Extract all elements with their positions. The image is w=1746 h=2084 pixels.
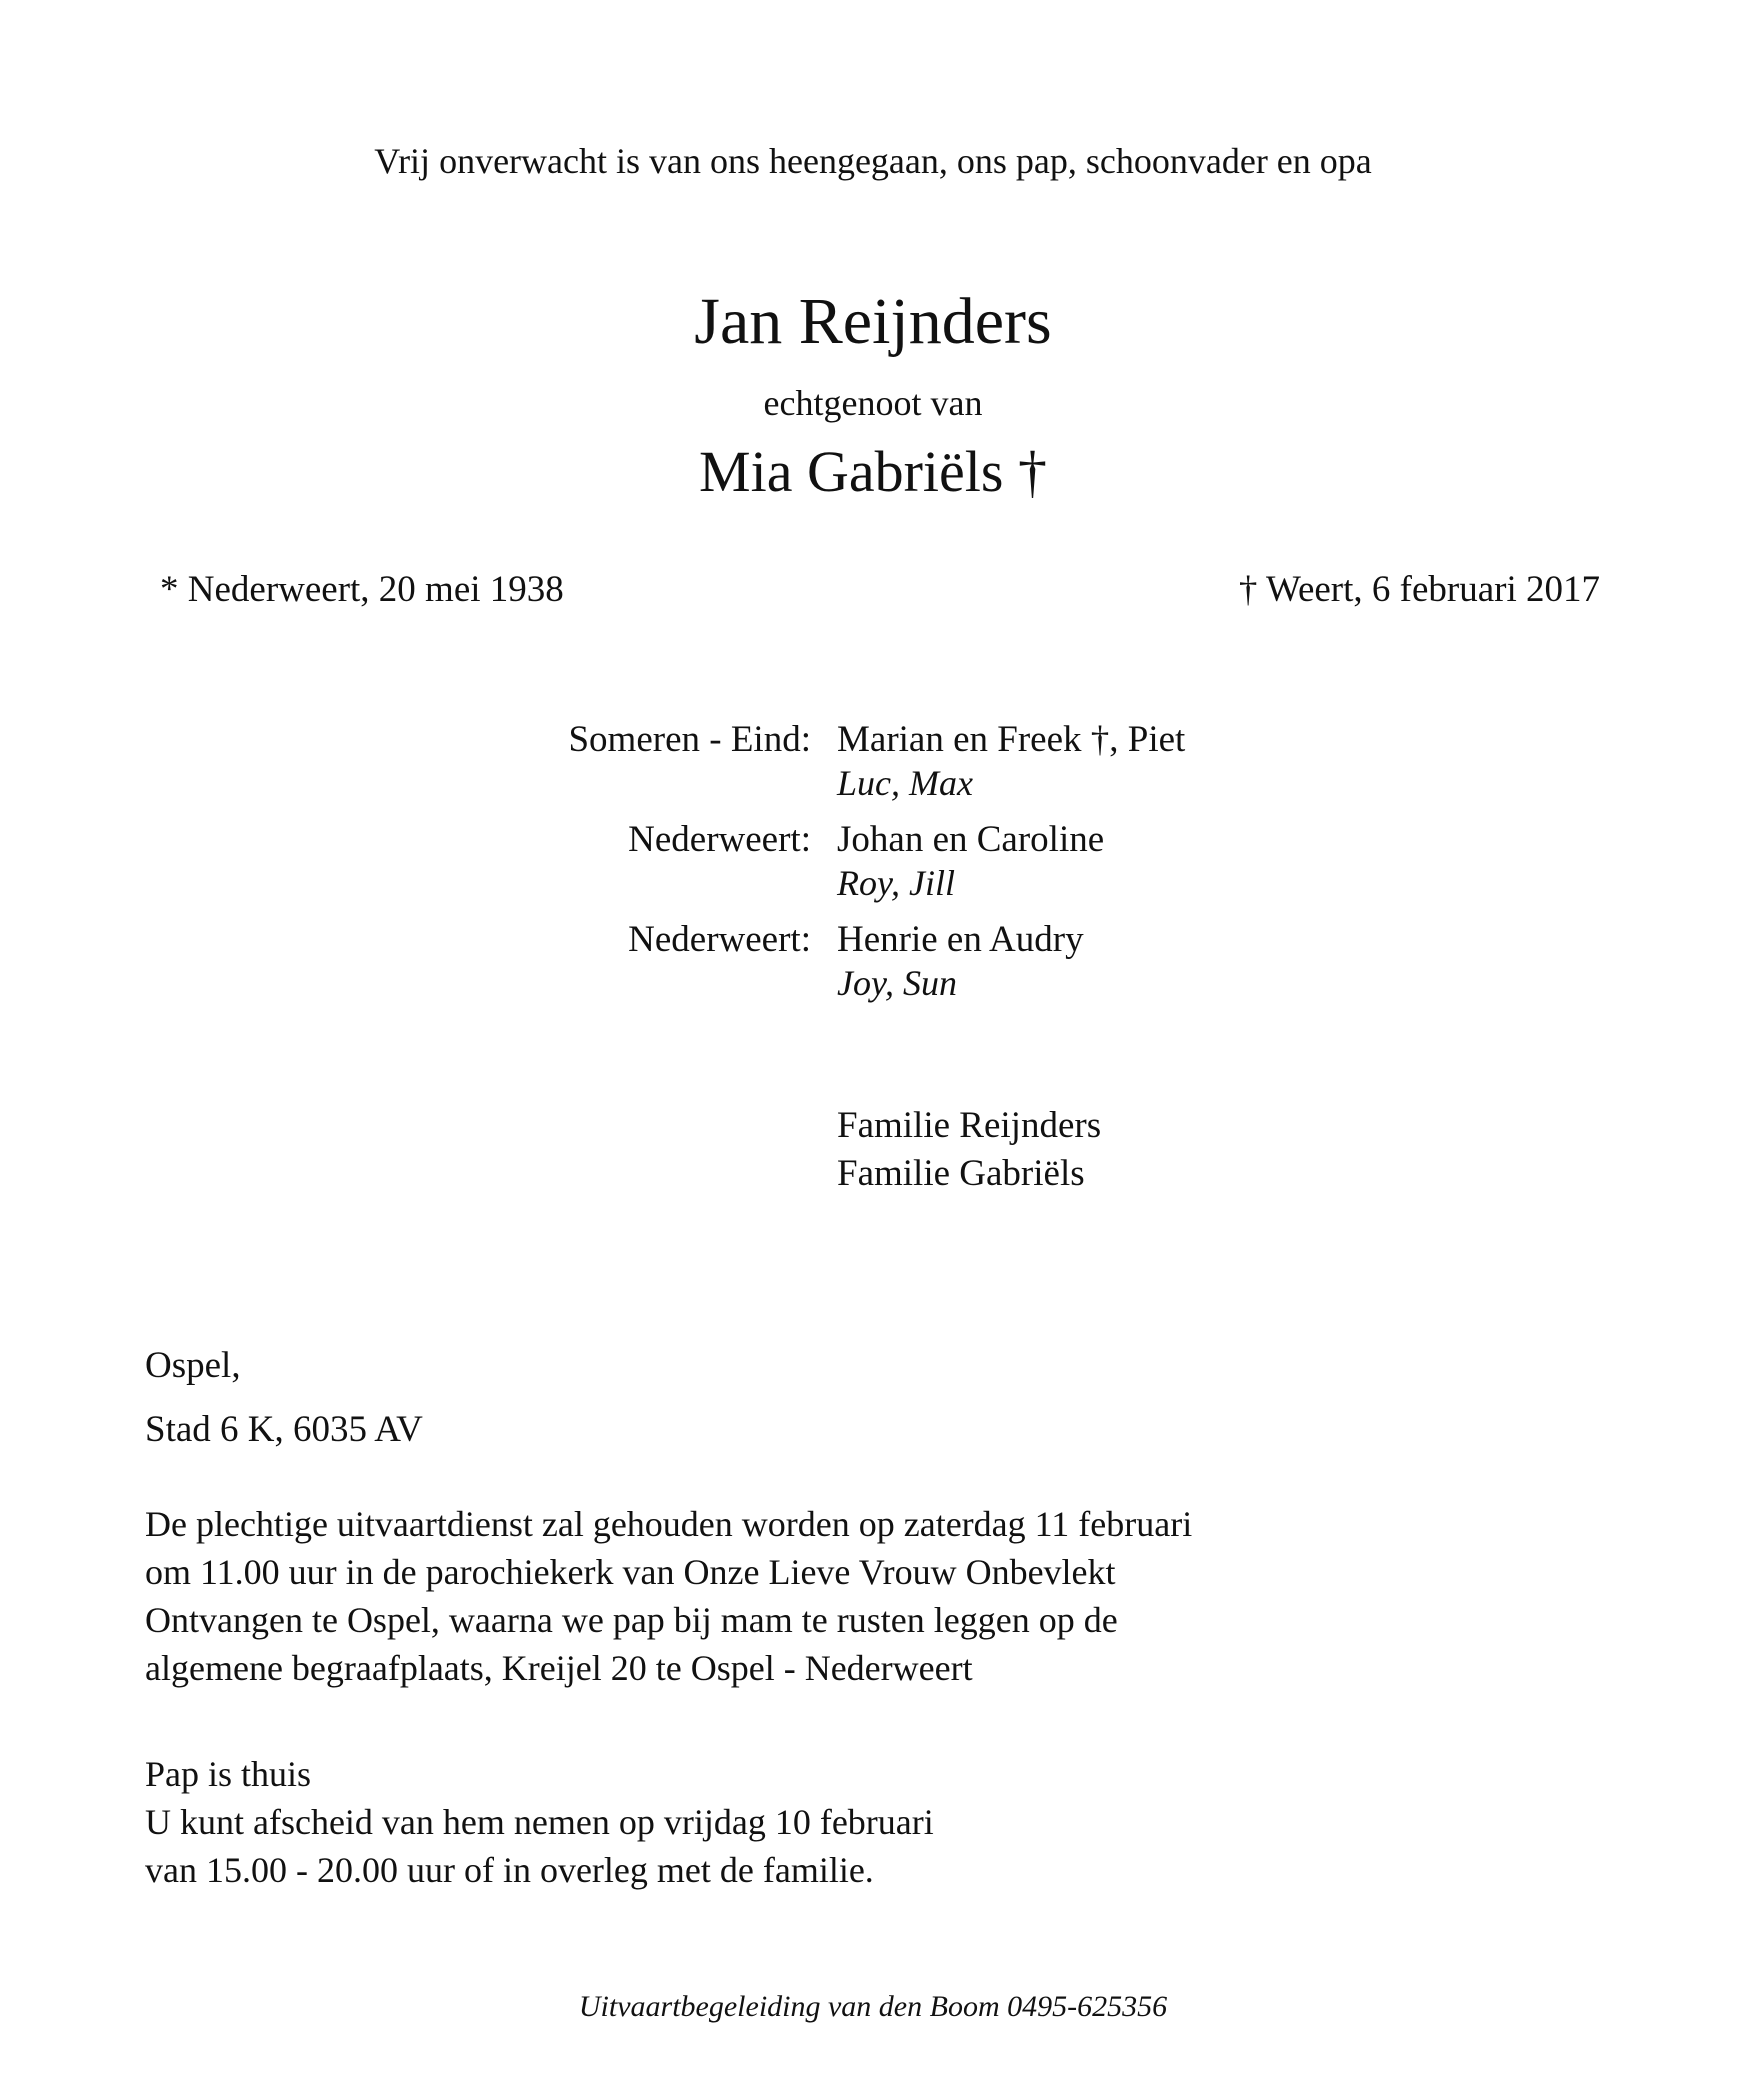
family-place: Nederweert: [628,919,811,960]
family-place: Nederweert: [628,819,811,860]
visit-line: U kunt afscheid van hem nemen op vrijdag 10 februari [145,1802,934,1842]
family-row [0,918,1746,1018]
footer-undertaker: Uitvaartbegeleiding van den Boom 0495-625356 [578,1990,1168,2023]
death-info: † Weert, 6 februari 2017 [1238,569,1600,610]
family-names: Henrie en Audry [837,919,1084,960]
address-block [145,1334,423,1462]
family-names: Marian en Freek †, Piet [837,719,1186,760]
family-row [0,718,1746,818]
family-signatures [837,1102,1101,1198]
address-line: Ospel, [145,1345,241,1386]
address-line: Stad 6 K, 6035 AV [145,1409,423,1450]
service-paragraph [145,1500,1192,1692]
service-line: De plechtige uitvaartdienst zal gehouden worden op zaterdag 11 februari [145,1504,1193,1544]
family-signature: Familie Reijnders [837,1105,1102,1146]
visit-paragraph [145,1750,934,1894]
family-children: Luc, Max [837,763,973,803]
birth-info: * Nederweert, 20 mei 1938 [160,569,564,610]
family-names: Johan en Caroline [837,819,1105,860]
family-list [0,718,1746,1018]
service-line: algemene begraafplaats, Kreijel 20 te Ospel - Nederweert [145,1648,973,1688]
family-children: Roy, Jill [837,863,955,903]
service-line: om 11.00 uur in de parochiekerk van Onze Lieve Vrouw Onbevlekt [145,1552,1116,1592]
visit-line: Pap is thuis [145,1754,312,1794]
spouse-label: echtgenoot van [763,383,983,423]
service-line: Ontvangen te Ospel, waarna we pap bij mam te rusten leggen op de [145,1600,1118,1640]
visit-line: van 15.00 - 20.00 uur of in overleg met de familie. [145,1850,874,1890]
deceased-name: Jan Reijnders [694,285,1052,358]
spouse-name: Mia Gabriëls † [699,439,1047,504]
intro-text: Vrij onverwacht is van ons heengegaan, ons pap, schoonvader en opa [374,141,1372,181]
family-row [0,818,1746,918]
family-signature: Familie Gabriëls [837,1153,1085,1194]
family-place: Someren - Eind: [568,719,811,760]
family-children: Joy, Sun [837,963,957,1003]
